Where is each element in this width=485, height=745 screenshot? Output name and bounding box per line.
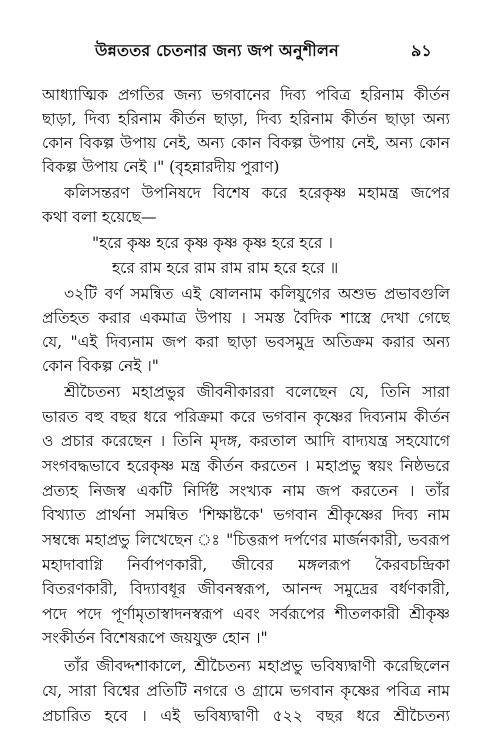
text-line: কোন বিকল্প উপায় নেই, অন্য কোন বিকল্প উপায় নেই, অন্য কোন [42, 134, 450, 152]
text-line: যে, সারা বিশ্বের প্রতিটি নগরে ও গ্রামে ভগবান কৃষ্ণের পবিত্র নাম [42, 682, 450, 700]
running-title: উন্নততর চেতনার জন্য জপ অনুশীলন [95, 41, 339, 60]
text-line: কথা বলা হয়েছে— [42, 208, 157, 226]
text-line: শ্রীচৈতন্য মহাপ্রভুর জীবনীকাররা বলেছেন যে, তিনি সারা [64, 383, 450, 401]
text-line: প্রত্যহ নিজস্ব একটি নির্দিষ্ট সংখ্যক নাম জপ করতেন । তাঁর [42, 482, 450, 500]
text-line: ৩২টি বর্ণ সমন্বিত এই ষোলনাম কলিযুগের অশুভ প্রভাবগুলি [64, 285, 450, 303]
verse-line: হরে রাম হরে রাম রাম রাম হরে হরে ॥ [112, 259, 339, 277]
text-line: মহাদাবাগ্নি নির্বাপণকারী, জীবের মঙ্গলরূপ কৈরবচন্দ্রিকা [42, 556, 450, 574]
text-line: ভারত বহু বছর ধরে পরিক্রমা করে ভগবান কৃষ্ণের দিব্যনাম কীর্তন [42, 408, 450, 426]
text-line: বিতরণকারী, বিদ্যাবধূর জীবনস্বরূপ, আনন্দ সমুদ্রের বর্ধণকারী, [42, 580, 450, 598]
text-line: বিকল্প উপায় নেই ।" (বৃহন্নারদীয় পুরাণ) [42, 158, 280, 176]
text-line: আধ্যাত্মিক প্রগতির জন্য ভগবানের দিব্য পবিত্র হরিনাম কীর্তন [42, 86, 450, 104]
text-line: সংকীর্তন বিশেষরূপে জয়যুক্ত হোন ।" [42, 629, 268, 647]
text-line: সংগবদ্ধভাবে হরেকৃষ্ণ মন্ত্র কীর্তন করতেন । মহাপ্রভু স্বয়ং নিষ্ঠভরে [42, 457, 450, 475]
text-line: ও প্রচার করেছেন । তিনি মৃদঙ্গ, করতাল আদি বাদ্যযন্ত্র সহযোগে [42, 432, 450, 450]
page-header [0, 38, 485, 62]
text-line: পদে পদে পূর্ণামৃতাস্বাদনস্বরূপ এবং সর্বরূপের শীতলকারী শ্রীকৃষ্ণ [42, 605, 450, 623]
page-number: ৯১ [411, 41, 432, 60]
text-line: যে, "এই দিব্যনাম জপ করা ছাড়া ভবসমুদ্র অতিক্রম করার অন্য [42, 333, 450, 351]
text-line: প্রচারিত হবে । এই ভবিষ্যদ্বাণী ৫২২ বছর ধরে শ্রীচৈতন্য [42, 707, 450, 725]
text-line: প্রতিহত করার একমাত্র উপায় । সমস্ত বৈদিক শাস্ত্রে দেখা গেছে [42, 309, 450, 327]
text-line: বিখ্যাত প্রার্থনা সমন্বিত 'শিক্ষাষ্টকে' ভগবান শ্রীকৃষ্ণের দিব্য নাম [42, 506, 450, 524]
verse-line: "হরে কৃষ্ণ হরে কৃষ্ণ কৃষ্ণ কৃষ্ণ হরে হরে । [92, 234, 333, 252]
text-line: তাঁর জীবদ্দশাকালে, শ্রীচৈতন্য মহাপ্রভু ভবিষ্যদ্বাণী করেছিলেন [64, 657, 450, 675]
text-line: কোন বিকল্প নেই ।" [42, 357, 159, 375]
text-line: ছাড়া, দিব্য হরিনাম কীর্তন ছাড়া, দিব্য হরিনাম কীর্তন ছাড়া অন্য [42, 110, 450, 128]
text-line: কলিসন্তরণ উপনিষদে বিশেষ করে হরেকৃষ্ণ মহামন্ত্র জপের [64, 184, 450, 202]
text-line: সম্বন্ধে মহাপ্রভু লিখেছেন ঃ "চিত্তরূপ দর্পণের মার্জনকারী, ভবরূপ [42, 531, 450, 549]
